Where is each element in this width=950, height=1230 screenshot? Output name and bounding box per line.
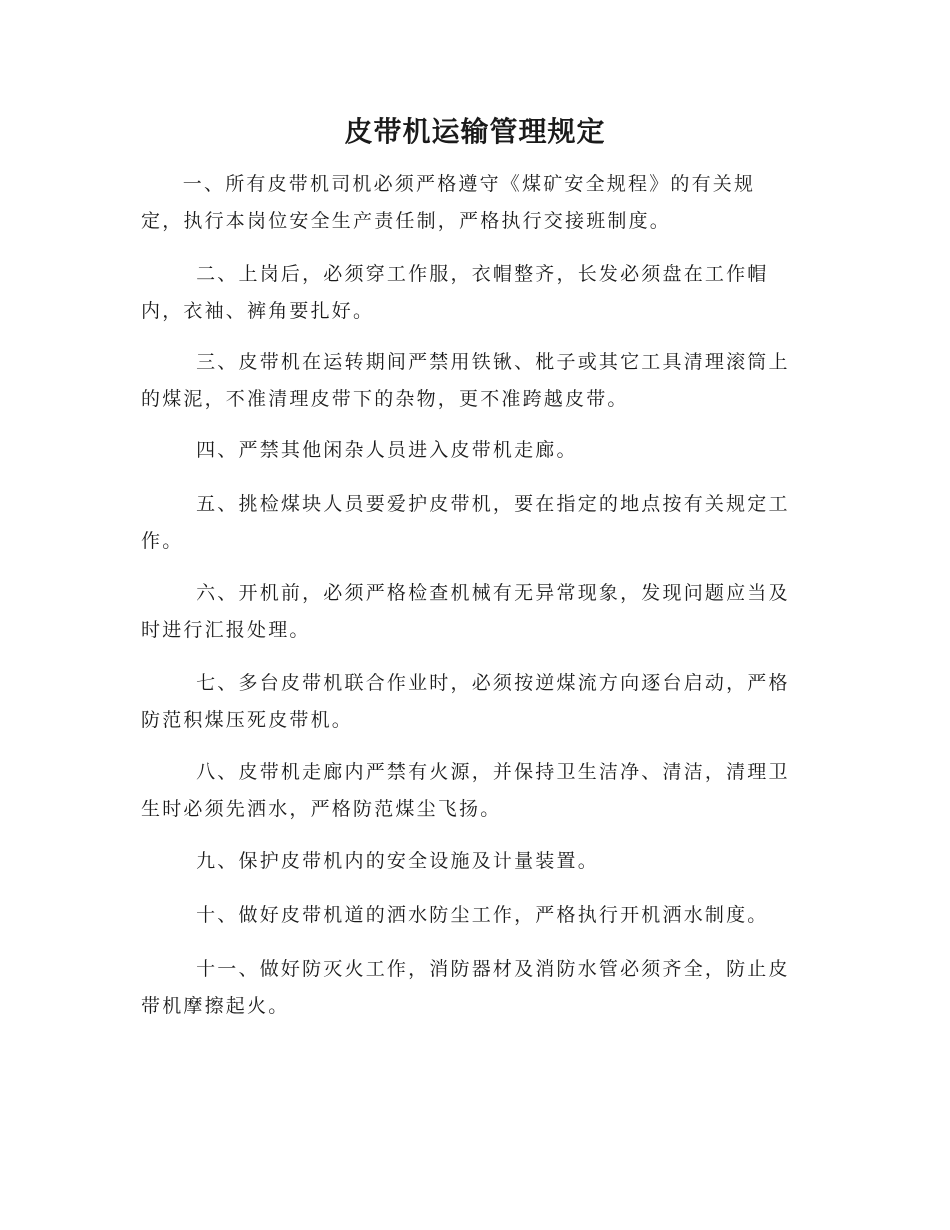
- rule-paragraph-11: 十一、做好防灭火工作，消防器材及消防水管必须齐全，防止皮带机摩擦起火。: [141, 958, 790, 1017]
- rule-paragraph-4: 四、严禁其他闲杂人员进入皮带机走廊。: [196, 439, 578, 461]
- rule-paragraph-9: 九、保护皮带机内的安全设施及计量装置。: [196, 850, 599, 872]
- document-title: 皮带机运输管理规定: [344, 115, 606, 148]
- rule-paragraph-3: 三、皮带机在运转期间严禁用铁锹、枇子或其它工具清理滚筒上的煤泥，不准清理皮带下的杂物，更不准跨越皮带。: [141, 351, 790, 410]
- rule-paragraph-10: 十、做好皮带机道的洒水防尘工作，严格执行开机洒水制度。: [196, 904, 769, 926]
- rule-paragraph-2: 二、上岗后，必须穿工作服，衣帽整齐，长发必须盘在工作帽内，衣袖、裤角要扎好。: [141, 263, 769, 322]
- rule-paragraph-7: 七、多台皮带机联合作业时，必须按逆煤流方向逐台启动，严格防范积煤压死皮带机。: [141, 672, 790, 731]
- rule-paragraph-6: 六、开机前，必须严格检查机械有无异常现象，发现问题应当及时进行汇报处理。: [141, 582, 790, 641]
- rule-paragraph-8: 八、皮带机走廊内严禁有火源，并保持卫生洁净、清洁，清理卫生时必须先洒水，严格防范煤尘飞扬。: [141, 761, 790, 820]
- rule-paragraph-5: 五、挑检煤块人员要爱护皮带机，要在指定的地点按有关规定工作。: [141, 493, 790, 552]
- rule-paragraph-1: 一、所有皮带机司机必须严格遵守《煤矿安全规程》的有关规定，执行本岗位安全生产责任制，严格执行交接班制度。: [141, 173, 756, 232]
